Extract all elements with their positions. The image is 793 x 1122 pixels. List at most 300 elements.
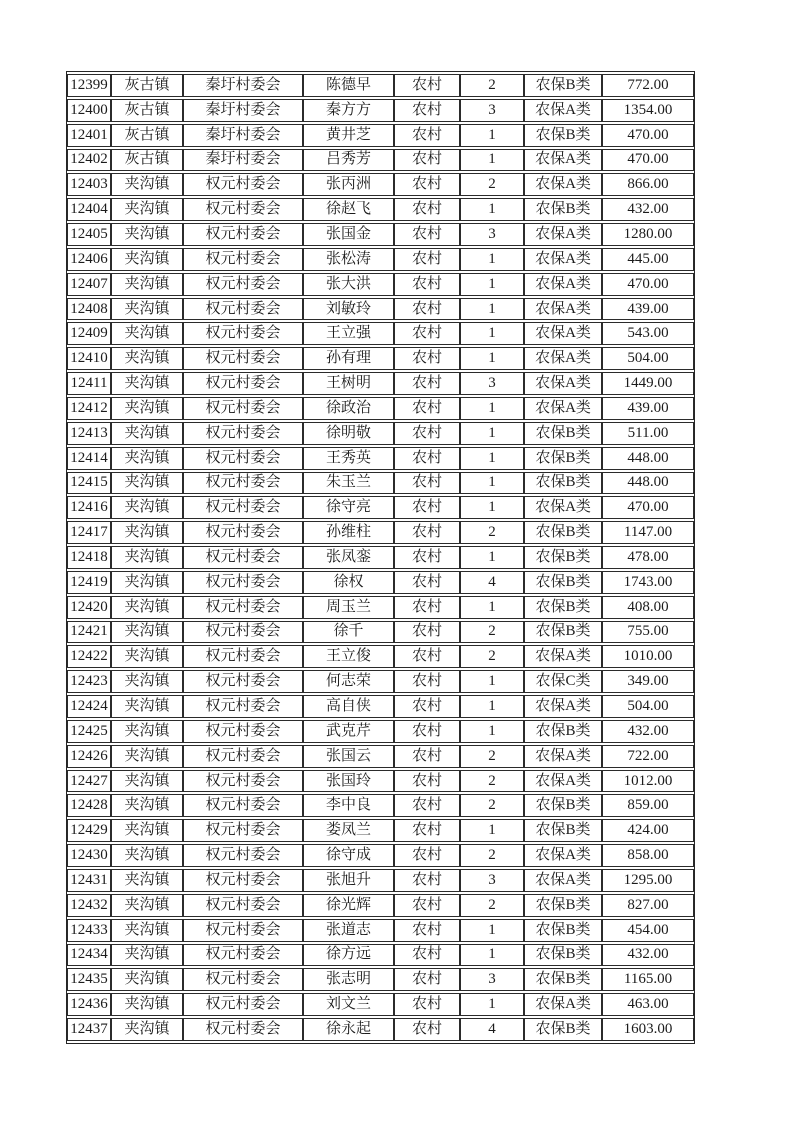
cell-village-committee: 权元村委会 <box>183 496 303 519</box>
cell-insurance-category: 农保A类 <box>524 496 602 519</box>
cell-serial-number: 12411 <box>67 372 111 395</box>
cell-amount: 470.00 <box>602 149 694 172</box>
cell-person-name: 徐永起 <box>303 1018 394 1041</box>
cell-insurance-category: 农保A类 <box>524 645 602 668</box>
cell-person-count: 1 <box>460 993 524 1016</box>
cell-household-type: 农村 <box>394 173 460 196</box>
cell-household-type: 农村 <box>394 322 460 345</box>
cell-serial-number: 12409 <box>67 322 111 345</box>
cell-person-name: 秦方方 <box>303 99 394 122</box>
table-row <box>67 968 694 991</box>
cell-person-count: 3 <box>460 99 524 122</box>
table-row <box>67 745 694 768</box>
cell-serial-number: 12425 <box>67 720 111 743</box>
cell-person-name: 王秀英 <box>303 447 394 470</box>
cell-town: 夹沟镇 <box>111 720 183 743</box>
cell-village-committee: 权元村委会 <box>183 322 303 345</box>
cell-amount: 1295.00 <box>602 869 694 892</box>
table-row <box>67 645 694 668</box>
cell-household-type: 农村 <box>394 745 460 768</box>
cell-household-type: 农村 <box>394 74 460 97</box>
cell-town: 灰古镇 <box>111 149 183 172</box>
cell-town: 夹沟镇 <box>111 298 183 321</box>
cell-insurance-category: 农保B类 <box>524 968 602 991</box>
cell-person-name: 刘敏玲 <box>303 298 394 321</box>
cell-town: 夹沟镇 <box>111 993 183 1016</box>
cell-insurance-category: 农保A类 <box>524 248 602 271</box>
table-row <box>67 447 694 470</box>
cell-amount: 349.00 <box>602 670 694 693</box>
cell-insurance-category: 农保B类 <box>524 447 602 470</box>
cell-household-type: 农村 <box>394 447 460 470</box>
cell-person-name: 徐守成 <box>303 844 394 867</box>
cell-town: 夹沟镇 <box>111 919 183 942</box>
cell-insurance-category: 农保A类 <box>524 273 602 296</box>
cell-amount: 511.00 <box>602 422 694 445</box>
cell-town: 夹沟镇 <box>111 372 183 395</box>
table-row <box>67 173 694 196</box>
cell-village-committee: 权元村委会 <box>183 645 303 668</box>
cell-household-type: 农村 <box>394 819 460 842</box>
cell-person-name: 张凤銮 <box>303 546 394 569</box>
cell-village-committee: 权元村委会 <box>183 819 303 842</box>
cell-person-count: 3 <box>460 869 524 892</box>
cell-town: 夹沟镇 <box>111 794 183 817</box>
cell-person-count: 1 <box>460 322 524 345</box>
table-row <box>67 198 694 221</box>
cell-village-committee: 权元村委会 <box>183 248 303 271</box>
cell-household-type: 农村 <box>394 472 460 495</box>
cell-town: 夹沟镇 <box>111 248 183 271</box>
cell-village-committee: 权元村委会 <box>183 422 303 445</box>
cell-serial-number: 12400 <box>67 99 111 122</box>
cell-insurance-category: 农保B类 <box>524 919 602 942</box>
cell-insurance-category: 农保B类 <box>524 819 602 842</box>
cell-person-name: 王树明 <box>303 372 394 395</box>
cell-amount: 424.00 <box>602 819 694 842</box>
table-row <box>67 322 694 345</box>
table-row <box>67 397 694 420</box>
cell-person-count: 3 <box>460 372 524 395</box>
cell-person-count: 2 <box>460 645 524 668</box>
cell-amount: 1743.00 <box>602 571 694 594</box>
cell-amount: 1603.00 <box>602 1018 694 1041</box>
cell-amount: 1280.00 <box>602 223 694 246</box>
cell-person-name: 张旭升 <box>303 869 394 892</box>
cell-household-type: 农村 <box>394 198 460 221</box>
cell-household-type: 农村 <box>394 919 460 942</box>
cell-person-name: 孙有理 <box>303 347 394 370</box>
cell-village-committee: 权元村委会 <box>183 695 303 718</box>
cell-town: 夹沟镇 <box>111 322 183 345</box>
cell-town: 夹沟镇 <box>111 496 183 519</box>
cell-household-type: 农村 <box>394 149 460 172</box>
cell-amount: 432.00 <box>602 720 694 743</box>
cell-household-type: 农村 <box>394 521 460 544</box>
table-row <box>67 919 694 942</box>
cell-serial-number: 12428 <box>67 794 111 817</box>
cell-person-count: 1 <box>460 919 524 942</box>
cell-serial-number: 12407 <box>67 273 111 296</box>
cell-amount: 1012.00 <box>602 770 694 793</box>
table-row <box>67 521 694 544</box>
cell-insurance-category: 农保B类 <box>524 74 602 97</box>
cell-amount: 470.00 <box>602 124 694 147</box>
cell-person-count: 2 <box>460 894 524 917</box>
cell-person-count: 3 <box>460 223 524 246</box>
cell-person-name: 徐赵飞 <box>303 198 394 221</box>
cell-person-count: 2 <box>460 173 524 196</box>
cell-serial-number: 12404 <box>67 198 111 221</box>
cell-village-committee: 权元村委会 <box>183 869 303 892</box>
cell-village-committee: 权元村委会 <box>183 521 303 544</box>
cell-village-committee: 权元村委会 <box>183 794 303 817</box>
cell-amount: 1010.00 <box>602 645 694 668</box>
cell-town: 灰古镇 <box>111 99 183 122</box>
cell-household-type: 农村 <box>394 794 460 817</box>
cell-insurance-category: 农保B类 <box>524 521 602 544</box>
cell-amount: 439.00 <box>602 298 694 321</box>
cell-person-name: 刘文兰 <box>303 993 394 1016</box>
cell-village-committee: 权元村委会 <box>183 894 303 917</box>
cell-town: 夹沟镇 <box>111 596 183 619</box>
cell-serial-number: 12408 <box>67 298 111 321</box>
cell-town: 夹沟镇 <box>111 347 183 370</box>
cell-serial-number: 12401 <box>67 124 111 147</box>
cell-town: 夹沟镇 <box>111 521 183 544</box>
cell-village-committee: 权元村委会 <box>183 223 303 246</box>
cell-insurance-category: 农保A类 <box>524 99 602 122</box>
cell-village-committee: 权元村委会 <box>183 1018 303 1041</box>
cell-person-count: 1 <box>460 149 524 172</box>
cell-amount: 445.00 <box>602 248 694 271</box>
cell-person-count: 1 <box>460 496 524 519</box>
cell-amount: 543.00 <box>602 322 694 345</box>
table-row <box>67 819 694 842</box>
cell-village-committee: 秦圩村委会 <box>183 124 303 147</box>
cell-serial-number: 12417 <box>67 521 111 544</box>
cell-insurance-category: 农保B类 <box>524 794 602 817</box>
cell-person-name: 黄井芝 <box>303 124 394 147</box>
cell-amount: 1165.00 <box>602 968 694 991</box>
table-row <box>67 571 694 594</box>
table-row <box>67 74 694 97</box>
cell-serial-number: 12399 <box>67 74 111 97</box>
cell-serial-number: 12422 <box>67 645 111 668</box>
cell-town: 夹沟镇 <box>111 770 183 793</box>
cell-household-type: 农村 <box>394 273 460 296</box>
cell-village-committee: 权元村委会 <box>183 546 303 569</box>
cell-town: 夹沟镇 <box>111 944 183 967</box>
cell-household-type: 农村 <box>394 347 460 370</box>
table-row <box>67 670 694 693</box>
cell-serial-number: 12431 <box>67 869 111 892</box>
cell-household-type: 农村 <box>394 944 460 967</box>
cell-person-name: 张国金 <box>303 223 394 246</box>
cell-serial-number: 12412 <box>67 397 111 420</box>
cell-amount: 827.00 <box>602 894 694 917</box>
cell-household-type: 农村 <box>394 720 460 743</box>
cell-person-name: 李中良 <box>303 794 394 817</box>
cell-town: 夹沟镇 <box>111 173 183 196</box>
cell-household-type: 农村 <box>394 869 460 892</box>
cell-village-committee: 秦圩村委会 <box>183 99 303 122</box>
cell-insurance-category: 农保A类 <box>524 372 602 395</box>
cell-serial-number: 12433 <box>67 919 111 942</box>
cell-insurance-category: 农保A类 <box>524 149 602 172</box>
cell-person-count: 1 <box>460 248 524 271</box>
cell-insurance-category: 农保B类 <box>524 894 602 917</box>
cell-person-count: 1 <box>460 422 524 445</box>
table-row <box>67 596 694 619</box>
cell-household-type: 农村 <box>394 621 460 644</box>
cell-town: 夹沟镇 <box>111 645 183 668</box>
cell-person-name: 王立俊 <box>303 645 394 668</box>
cell-insurance-category: 农保B类 <box>524 422 602 445</box>
table-row <box>67 422 694 445</box>
cell-town: 夹沟镇 <box>111 695 183 718</box>
table-body <box>67 74 694 1041</box>
cell-village-committee: 权元村委会 <box>183 745 303 768</box>
cell-person-name: 武克芹 <box>303 720 394 743</box>
cell-town: 夹沟镇 <box>111 621 183 644</box>
table-row <box>67 1018 694 1041</box>
cell-person-count: 1 <box>460 124 524 147</box>
cell-insurance-category: 农保B类 <box>524 1018 602 1041</box>
cell-insurance-category: 农保A类 <box>524 298 602 321</box>
cell-amount: 470.00 <box>602 273 694 296</box>
cell-serial-number: 12402 <box>67 149 111 172</box>
cell-person-name: 张道志 <box>303 919 394 942</box>
cell-person-name: 张国玲 <box>303 770 394 793</box>
cell-household-type: 农村 <box>394 993 460 1016</box>
cell-person-count: 1 <box>460 670 524 693</box>
cell-town: 夹沟镇 <box>111 546 183 569</box>
cell-person-count: 1 <box>460 472 524 495</box>
cell-amount: 478.00 <box>602 546 694 569</box>
cell-serial-number: 12423 <box>67 670 111 693</box>
cell-serial-number: 12427 <box>67 770 111 793</box>
cell-serial-number: 12414 <box>67 447 111 470</box>
cell-serial-number: 12429 <box>67 819 111 842</box>
cell-insurance-category: 农保A类 <box>524 347 602 370</box>
cell-amount: 722.00 <box>602 745 694 768</box>
cell-person-count: 2 <box>460 794 524 817</box>
cell-amount: 772.00 <box>602 74 694 97</box>
cell-amount: 448.00 <box>602 472 694 495</box>
cell-insurance-category: 农保A类 <box>524 745 602 768</box>
cell-village-committee: 权元村委会 <box>183 198 303 221</box>
cell-village-committee: 权元村委会 <box>183 720 303 743</box>
cell-household-type: 农村 <box>394 670 460 693</box>
cell-town: 夹沟镇 <box>111 223 183 246</box>
cell-village-committee: 权元村委会 <box>183 596 303 619</box>
cell-person-name: 张志明 <box>303 968 394 991</box>
table-row <box>67 124 694 147</box>
cell-person-name: 徐明敬 <box>303 422 394 445</box>
cell-town: 夹沟镇 <box>111 968 183 991</box>
cell-person-count: 1 <box>460 447 524 470</box>
cell-serial-number: 12430 <box>67 844 111 867</box>
cell-household-type: 农村 <box>394 1018 460 1041</box>
cell-person-name: 何志荣 <box>303 670 394 693</box>
table-row <box>67 149 694 172</box>
cell-village-committee: 秦圩村委会 <box>183 74 303 97</box>
table-row <box>67 496 694 519</box>
cell-village-committee: 权元村委会 <box>183 621 303 644</box>
cell-town: 夹沟镇 <box>111 670 183 693</box>
table-row <box>67 223 694 246</box>
table-row <box>67 993 694 1016</box>
cell-amount: 470.00 <box>602 496 694 519</box>
table-row <box>67 869 694 892</box>
cell-serial-number: 12415 <box>67 472 111 495</box>
table-row <box>67 621 694 644</box>
cell-insurance-category: 农保A类 <box>524 695 602 718</box>
cell-village-committee: 权元村委会 <box>183 919 303 942</box>
table-row <box>67 794 694 817</box>
cell-village-committee: 权元村委会 <box>183 770 303 793</box>
cell-town: 灰古镇 <box>111 124 183 147</box>
table-row <box>67 720 694 743</box>
cell-serial-number: 12424 <box>67 695 111 718</box>
cell-insurance-category: 农保A类 <box>524 844 602 867</box>
cell-person-count: 1 <box>460 546 524 569</box>
cell-serial-number: 12434 <box>67 944 111 967</box>
cell-insurance-category: 农保B类 <box>524 571 602 594</box>
cell-person-count: 1 <box>460 819 524 842</box>
cell-person-count: 2 <box>460 844 524 867</box>
cell-household-type: 农村 <box>394 645 460 668</box>
cell-household-type: 农村 <box>394 223 460 246</box>
cell-village-committee: 权元村委会 <box>183 670 303 693</box>
cell-household-type: 农村 <box>394 298 460 321</box>
pension-payment-table <box>66 71 695 1044</box>
cell-village-committee: 权元村委会 <box>183 472 303 495</box>
cell-insurance-category: 农保A类 <box>524 397 602 420</box>
cell-serial-number: 12413 <box>67 422 111 445</box>
cell-serial-number: 12437 <box>67 1018 111 1041</box>
cell-amount: 504.00 <box>602 695 694 718</box>
table-row <box>67 546 694 569</box>
cell-serial-number: 12410 <box>67 347 111 370</box>
cell-person-name: 徐光辉 <box>303 894 394 917</box>
table-row <box>67 944 694 967</box>
cell-person-name: 张松涛 <box>303 248 394 271</box>
cell-person-name: 朱玉兰 <box>303 472 394 495</box>
cell-serial-number: 12436 <box>67 993 111 1016</box>
cell-insurance-category: 农保B类 <box>524 472 602 495</box>
cell-household-type: 农村 <box>394 496 460 519</box>
cell-village-committee: 权元村委会 <box>183 273 303 296</box>
cell-household-type: 农村 <box>394 968 460 991</box>
cell-amount: 439.00 <box>602 397 694 420</box>
cell-serial-number: 12426 <box>67 745 111 768</box>
cell-person-count: 1 <box>460 397 524 420</box>
table-row <box>67 273 694 296</box>
cell-town: 夹沟镇 <box>111 894 183 917</box>
cell-insurance-category: 农保A类 <box>524 223 602 246</box>
cell-insurance-category: 农保B类 <box>524 621 602 644</box>
cell-insurance-category: 农保A类 <box>524 869 602 892</box>
cell-insurance-category: 农保B类 <box>524 596 602 619</box>
cell-household-type: 农村 <box>394 546 460 569</box>
table-row <box>67 695 694 718</box>
cell-household-type: 农村 <box>394 422 460 445</box>
cell-amount: 432.00 <box>602 198 694 221</box>
cell-household-type: 农村 <box>394 372 460 395</box>
cell-village-committee: 权元村委会 <box>183 347 303 370</box>
cell-amount: 504.00 <box>602 347 694 370</box>
table-row <box>67 894 694 917</box>
cell-person-name: 徐政治 <box>303 397 394 420</box>
cell-person-count: 2 <box>460 745 524 768</box>
cell-amount: 1354.00 <box>602 99 694 122</box>
cell-town: 灰古镇 <box>111 74 183 97</box>
cell-amount: 858.00 <box>602 844 694 867</box>
cell-person-name: 王立强 <box>303 322 394 345</box>
cell-person-count: 2 <box>460 521 524 544</box>
cell-insurance-category: 农保A类 <box>524 993 602 1016</box>
cell-town: 夹沟镇 <box>111 869 183 892</box>
cell-amount: 454.00 <box>602 919 694 942</box>
cell-village-committee: 权元村委会 <box>183 447 303 470</box>
cell-town: 夹沟镇 <box>111 819 183 842</box>
cell-person-name: 张大洪 <box>303 273 394 296</box>
cell-person-count: 1 <box>460 695 524 718</box>
cell-insurance-category: 农保A类 <box>524 173 602 196</box>
cell-town: 夹沟镇 <box>111 472 183 495</box>
cell-person-name: 徐千 <box>303 621 394 644</box>
cell-amount: 1449.00 <box>602 372 694 395</box>
cell-village-committee: 权元村委会 <box>183 968 303 991</box>
cell-person-name: 张国云 <box>303 745 394 768</box>
cell-household-type: 农村 <box>394 844 460 867</box>
cell-insurance-category: 农保B类 <box>524 944 602 967</box>
table-row <box>67 347 694 370</box>
cell-person-count: 1 <box>460 944 524 967</box>
cell-serial-number: 12420 <box>67 596 111 619</box>
cell-amount: 1147.00 <box>602 521 694 544</box>
cell-household-type: 农村 <box>394 571 460 594</box>
cell-person-count: 2 <box>460 74 524 97</box>
cell-town: 夹沟镇 <box>111 745 183 768</box>
table-row <box>67 298 694 321</box>
cell-village-committee: 权元村委会 <box>183 298 303 321</box>
cell-household-type: 农村 <box>394 99 460 122</box>
cell-amount: 859.00 <box>602 794 694 817</box>
cell-person-name: 张丙洲 <box>303 173 394 196</box>
cell-insurance-category: 农保A类 <box>524 322 602 345</box>
cell-amount: 448.00 <box>602 447 694 470</box>
cell-town: 夹沟镇 <box>111 397 183 420</box>
cell-person-count: 4 <box>460 1018 524 1041</box>
cell-serial-number: 12403 <box>67 173 111 196</box>
table-row <box>67 372 694 395</box>
cell-village-committee: 权元村委会 <box>183 571 303 594</box>
cell-insurance-category: 农保C类 <box>524 670 602 693</box>
cell-village-committee: 权元村委会 <box>183 844 303 867</box>
cell-person-count: 1 <box>460 347 524 370</box>
cell-town: 夹沟镇 <box>111 273 183 296</box>
cell-amount: 755.00 <box>602 621 694 644</box>
cell-insurance-category: 农保B类 <box>524 198 602 221</box>
cell-serial-number: 12419 <box>67 571 111 594</box>
cell-person-name: 徐权 <box>303 571 394 594</box>
cell-village-committee: 权元村委会 <box>183 397 303 420</box>
cell-village-committee: 秦圩村委会 <box>183 149 303 172</box>
cell-household-type: 农村 <box>394 124 460 147</box>
